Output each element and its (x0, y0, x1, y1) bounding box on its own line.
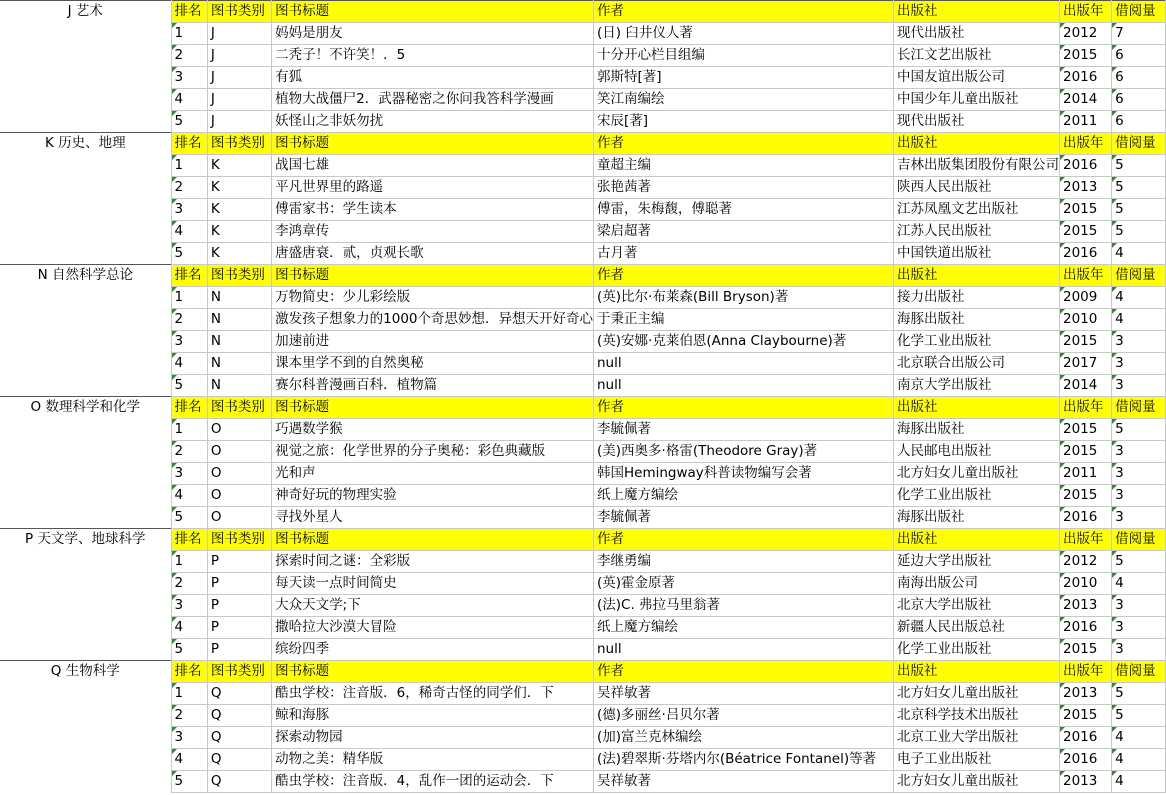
cell-title[interactable]: 李鸿章传 (272, 221, 594, 243)
cell-author[interactable]: 张艳茜著 (594, 177, 894, 199)
cell-loans[interactable]: 5 (1112, 419, 1166, 441)
cell-publisher[interactable]: 北京联合出版公司 (893, 353, 1059, 375)
cell-rank[interactable]: 1 (171, 419, 207, 441)
cell-title[interactable]: 平凡世界里的路遥 (272, 177, 594, 199)
cell-year[interactable]: 2016 (1059, 727, 1111, 749)
cell-author[interactable]: 吴祥敏著 (594, 771, 894, 793)
table-row (0, 89, 1166, 111)
cell-title[interactable]: 有狐 (272, 67, 594, 89)
table-row (0, 485, 1166, 507)
cell-year[interactable]: 2015 (1059, 639, 1111, 661)
column-header-title[interactable]: 图书标题 (272, 133, 594, 155)
cell-loans[interactable]: 5 (1112, 705, 1166, 727)
cell-publisher[interactable]: 北京工业大学出版社 (893, 727, 1059, 749)
cell-loans[interactable]: 3 (1112, 463, 1166, 485)
table-row (0, 727, 1166, 749)
cell-year[interactable]: 2015 (1059, 331, 1111, 353)
cell-title[interactable]: 激发孩子想象力的1000个奇思妙想．异想天开好奇心 (272, 309, 594, 331)
table-row (0, 287, 1166, 309)
cell-loans[interactable]: 4 (1112, 243, 1166, 265)
cell-publisher[interactable]: 海豚出版社 (893, 507, 1059, 529)
column-header-loans[interactable]: 借阅量 (1112, 397, 1166, 419)
cell-publisher[interactable]: 电子工业出版社 (893, 749, 1059, 771)
category-label[interactable]: P 天文学、地球科学 (0, 529, 171, 661)
cell-rank[interactable]: 3 (171, 67, 207, 89)
cell-loans[interactable]: 3 (1112, 595, 1166, 617)
table-row (0, 595, 1166, 617)
cell-publisher[interactable]: 北京科学技术出版社 (893, 705, 1059, 727)
table-row (0, 463, 1166, 485)
table-row (0, 177, 1166, 199)
cell-author[interactable]: null (594, 353, 894, 375)
cell-author[interactable]: null (594, 375, 894, 397)
column-header-rank[interactable]: 排名 (171, 661, 207, 683)
cell-loans[interactable]: 5 (1112, 551, 1166, 573)
cell-rank[interactable]: 4 (171, 485, 207, 507)
cell-loans[interactable]: 5 (1112, 155, 1166, 177)
cell-category-code[interactable]: K (207, 243, 271, 265)
column-header-year[interactable]: 出版年 (1059, 397, 1111, 419)
cell-rank[interactable]: 3 (171, 595, 207, 617)
table-row (0, 617, 1166, 639)
category-label[interactable]: N 自然科学总论 (0, 265, 171, 397)
cell-author[interactable]: 童超主编 (594, 155, 894, 177)
cell-title[interactable]: 神奇好玩的物理实验 (272, 485, 594, 507)
table-row (0, 749, 1166, 771)
cell-publisher[interactable]: 现代出版社 (893, 23, 1059, 45)
cell-rank[interactable]: 3 (171, 331, 207, 353)
cell-category-code[interactable]: K (207, 221, 271, 243)
cell-category-code[interactable]: J (207, 67, 271, 89)
table-row (0, 441, 1166, 463)
cell-author[interactable]: (美)西奥多·格雷(Theodore Gray)著 (594, 441, 894, 463)
cell-title[interactable]: 课本里学不到的自然奥秘 (272, 353, 594, 375)
group-header-row (0, 1, 1166, 23)
cell-publisher[interactable]: 中国友谊出版公司 (893, 67, 1059, 89)
table-row (0, 221, 1166, 243)
column-header-loans[interactable]: 借阅量 (1112, 1, 1166, 23)
table-row (0, 705, 1166, 727)
column-header-rank[interactable]: 排名 (171, 133, 207, 155)
column-header-publisher[interactable]: 出版社 (893, 529, 1059, 551)
group-header-row (0, 265, 1166, 287)
cell-rank[interactable]: 2 (171, 573, 207, 595)
cell-rank[interactable]: 5 (171, 375, 207, 397)
cell-category-code[interactable]: O (207, 441, 271, 463)
cell-publisher[interactable]: 接力出版社 (893, 287, 1059, 309)
table-row (0, 45, 1166, 67)
column-header-rank[interactable]: 排名 (171, 1, 207, 23)
cell-loans[interactable]: 6 (1112, 67, 1166, 89)
cell-title[interactable]: 酷虫学校：注音版．4，乱作一团的运动会．下 (272, 771, 594, 793)
cell-rank[interactable]: 5 (171, 639, 207, 661)
cell-loans[interactable]: 5 (1112, 199, 1166, 221)
cell-category-code[interactable]: Q (207, 683, 271, 705)
cell-year[interactable]: 2016 (1059, 243, 1111, 265)
column-header-title[interactable]: 图书标题 (272, 1, 594, 23)
table-row (0, 507, 1166, 529)
cell-category-code[interactable]: N (207, 309, 271, 331)
cell-author[interactable]: 郭斯特[著] (594, 67, 894, 89)
cell-title[interactable]: 巧遇数学猴 (272, 419, 594, 441)
cell-year[interactable]: 2015 (1059, 705, 1111, 727)
cell-category-code[interactable]: P (207, 595, 271, 617)
column-header-year[interactable]: 出版年 (1059, 661, 1111, 683)
column-header-publisher[interactable]: 出版社 (893, 397, 1059, 419)
cell-author[interactable]: (德)多丽丝·吕贝尔著 (594, 705, 894, 727)
cell-title[interactable]: 加速前进 (272, 331, 594, 353)
cell-loans[interactable]: 4 (1112, 727, 1166, 749)
table-row (0, 573, 1166, 595)
cell-year[interactable]: 2015 (1059, 485, 1111, 507)
cell-publisher[interactable]: 陕西人民出版社 (893, 177, 1059, 199)
cell-author[interactable]: 纸上魔方编绘 (594, 485, 894, 507)
cell-category-code[interactable]: Q (207, 771, 271, 793)
cell-publisher[interactable]: 海豚出版社 (893, 419, 1059, 441)
group-header-row (0, 661, 1166, 683)
cell-year[interactable]: 2012 (1059, 23, 1111, 45)
column-header-publisher[interactable]: 出版社 (893, 1, 1059, 23)
cell-year[interactable]: 2011 (1059, 111, 1111, 133)
cell-year[interactable]: 2011 (1059, 463, 1111, 485)
cell-author[interactable]: 宋辰[著] (594, 111, 894, 133)
cell-year[interactable]: 2013 (1059, 177, 1111, 199)
cell-year[interactable]: 2016 (1059, 67, 1111, 89)
cell-category-code[interactable]: N (207, 375, 271, 397)
cell-loans[interactable]: 7 (1112, 23, 1166, 45)
column-header-author[interactable]: 作者 (594, 529, 894, 551)
cell-title[interactable]: 妈妈是朋友 (272, 23, 594, 45)
table-row (0, 243, 1166, 265)
cell-publisher[interactable]: 延边大学出版社 (893, 551, 1059, 573)
cell-loans[interactable]: 6 (1112, 45, 1166, 67)
cell-rank[interactable]: 2 (171, 705, 207, 727)
cell-loans[interactable]: 4 (1112, 573, 1166, 595)
column-header-category-code[interactable]: 图书类别 (207, 529, 271, 551)
category-label[interactable]: J 艺术 (0, 1, 171, 133)
cell-year[interactable]: 2016 (1059, 155, 1111, 177)
cell-year[interactable]: 2015 (1059, 419, 1111, 441)
cell-title[interactable]: 万物简史：少儿彩绘版 (272, 287, 594, 309)
cell-category-code[interactable]: N (207, 353, 271, 375)
cell-publisher[interactable]: 北方妇女儿童出版社 (893, 463, 1059, 485)
cell-rank[interactable]: 1 (171, 551, 207, 573)
cell-publisher[interactable]: 北方妇女儿童出版社 (893, 683, 1059, 705)
cell-category-code[interactable]: P (207, 617, 271, 639)
cell-author[interactable]: null (594, 639, 894, 661)
column-header-title[interactable]: 图书标题 (272, 265, 594, 287)
cell-year[interactable]: 2016 (1059, 507, 1111, 529)
cell-title[interactable]: 傅雷家书：学生读本 (272, 199, 594, 221)
table-row (0, 639, 1166, 661)
cell-loans[interactable]: 5 (1112, 177, 1166, 199)
cell-publisher[interactable]: 长江文艺出版社 (893, 45, 1059, 67)
cell-loans[interactable]: 3 (1112, 639, 1166, 661)
column-header-author[interactable]: 作者 (594, 1, 894, 23)
cell-author[interactable]: (法)碧翠斯·芬塔内尔(Béatrice Fontanel)等著 (594, 749, 894, 771)
cell-title[interactable]: 二秃子！不许笑！．5 (272, 45, 594, 67)
cell-rank[interactable]: 4 (171, 89, 207, 111)
cell-loans[interactable]: 6 (1112, 89, 1166, 111)
cell-title[interactable]: 光和声 (272, 463, 594, 485)
column-header-category-code[interactable]: 图书类别 (207, 397, 271, 419)
cell-author[interactable]: 梁启超著 (594, 221, 894, 243)
cell-year[interactable]: 2010 (1059, 573, 1111, 595)
cell-loans[interactable]: 4 (1112, 749, 1166, 771)
cell-publisher[interactable]: 现代出版社 (893, 111, 1059, 133)
column-header-year[interactable]: 出版年 (1059, 133, 1111, 155)
cell-author[interactable]: 李毓佩著 (594, 419, 894, 441)
cell-loans[interactable]: 5 (1112, 221, 1166, 243)
cell-publisher[interactable]: 江苏人民出版社 (893, 221, 1059, 243)
cell-title[interactable]: 寻找外星人 (272, 507, 594, 529)
cell-category-code[interactable]: K (207, 199, 271, 221)
column-header-publisher[interactable]: 出版社 (893, 133, 1059, 155)
cell-loans[interactable]: 6 (1112, 111, 1166, 133)
cell-publisher[interactable]: 中国少年儿童出版社 (893, 89, 1059, 111)
column-header-loans[interactable]: 借阅量 (1112, 265, 1166, 287)
table-row (0, 111, 1166, 133)
column-header-year[interactable]: 出版年 (1059, 529, 1111, 551)
cell-author[interactable]: (法)C. 弗拉马里翁著 (594, 595, 894, 617)
cell-year[interactable]: 2010 (1059, 309, 1111, 331)
cell-category-code[interactable]: J (207, 111, 271, 133)
cell-title[interactable]: 每天读一点时间简史 (272, 573, 594, 595)
category-label[interactable]: Q 生物科学 (0, 661, 171, 793)
table-row (0, 155, 1166, 177)
column-header-publisher[interactable]: 出版社 (893, 661, 1059, 683)
table-row (0, 419, 1166, 441)
cell-loans[interactable]: 3 (1112, 441, 1166, 463)
group-header-row (0, 133, 1166, 155)
cell-publisher[interactable]: 北京大学出版社 (893, 595, 1059, 617)
cell-category-code[interactable]: Q (207, 749, 271, 771)
cell-year[interactable]: 2014 (1059, 89, 1111, 111)
cell-author[interactable]: 李毓佩著 (594, 507, 894, 529)
cell-category-code[interactable]: O (207, 507, 271, 529)
cell-title[interactable]: 妖怪山之非妖勿扰 (272, 111, 594, 133)
cell-loans[interactable]: 3 (1112, 353, 1166, 375)
cell-title[interactable]: 探索动物园 (272, 727, 594, 749)
cell-rank[interactable]: 5 (171, 111, 207, 133)
cell-year[interactable]: 2015 (1059, 45, 1111, 67)
cell-publisher[interactable]: 人民邮电出版社 (893, 441, 1059, 463)
cell-category-code[interactable]: J (207, 23, 271, 45)
cell-author[interactable]: 笑江南编绘 (594, 89, 894, 111)
cell-loans[interactable]: 3 (1112, 375, 1166, 397)
cell-title[interactable]: 探索时间之谜：全彩版 (272, 551, 594, 573)
column-header-title[interactable]: 图书标题 (272, 661, 594, 683)
cell-title[interactable]: 唐盛唐衰．贰，贞观长歌 (272, 243, 594, 265)
cell-loans[interactable]: 3 (1112, 331, 1166, 353)
column-header-category-code[interactable]: 图书类别 (207, 133, 271, 155)
cell-rank[interactable]: 4 (171, 749, 207, 771)
cell-year[interactable]: 2009 (1059, 287, 1111, 309)
cell-loans[interactable]: 3 (1112, 507, 1166, 529)
cell-rank[interactable]: 1 (171, 155, 207, 177)
cell-rank[interactable]: 4 (171, 617, 207, 639)
cell-rank[interactable]: 5 (171, 771, 207, 793)
cell-title[interactable]: 撒哈拉大沙漠大冒险 (272, 617, 594, 639)
cell-author[interactable]: 吴祥敏著 (594, 683, 894, 705)
cell-rank[interactable]: 3 (171, 463, 207, 485)
cell-category-code[interactable]: Q (207, 727, 271, 749)
cell-loans[interactable]: 5 (1112, 683, 1166, 705)
column-header-author[interactable]: 作者 (594, 265, 894, 287)
column-header-rank[interactable]: 排名 (171, 397, 207, 419)
cell-year[interactable]: 2015 (1059, 199, 1111, 221)
cell-rank[interactable]: 2 (171, 45, 207, 67)
column-header-category-code[interactable]: 图书类别 (207, 265, 271, 287)
cell-author[interactable]: 古月著 (594, 243, 894, 265)
cell-author[interactable]: 十分开心栏目组编 (594, 45, 894, 67)
cell-loans[interactable]: 3 (1112, 485, 1166, 507)
cell-title[interactable]: 战国七雄 (272, 155, 594, 177)
cell-author[interactable]: (英)安娜·克莱伯恩(Anna Claybourne)著 (594, 331, 894, 353)
cell-year[interactable]: 2014 (1059, 375, 1111, 397)
cell-category-code[interactable]: P (207, 639, 271, 661)
cell-loans[interactable]: 3 (1112, 617, 1166, 639)
cell-loans[interactable]: 4 (1112, 771, 1166, 793)
cell-rank[interactable]: 4 (171, 221, 207, 243)
cell-loans[interactable]: 4 (1112, 309, 1166, 331)
cell-publisher[interactable]: 化学工业出版社 (893, 331, 1059, 353)
cell-title[interactable]: 赛尔科普漫画百科．植物篇 (272, 375, 594, 397)
cell-author[interactable]: (加)富兰克林编绘 (594, 727, 894, 749)
table-row (0, 375, 1166, 397)
column-header-author[interactable]: 作者 (594, 661, 894, 683)
column-header-loans[interactable]: 借阅量 (1112, 133, 1166, 155)
cell-publisher[interactable]: 海豚出版社 (893, 309, 1059, 331)
table-row (0, 309, 1166, 331)
cell-publisher[interactable]: 中国铁道出版社 (893, 243, 1059, 265)
table-row (0, 199, 1166, 221)
cell-publisher[interactable]: 江苏凤凰文艺出版社 (893, 199, 1059, 221)
cell-author[interactable]: 李继勇编 (594, 551, 894, 573)
cell-rank[interactable]: 4 (171, 353, 207, 375)
column-header-publisher[interactable]: 出版社 (893, 265, 1059, 287)
cell-rank[interactable]: 1 (171, 683, 207, 705)
cell-publisher[interactable]: 化学工业出版社 (893, 485, 1059, 507)
cell-year[interactable]: 2016 (1059, 617, 1111, 639)
column-header-category-code[interactable]: 图书类别 (207, 1, 271, 23)
cell-category-code[interactable]: O (207, 419, 271, 441)
cell-author[interactable]: (日) 臼井仪人著 (594, 23, 894, 45)
cell-loans[interactable]: 4 (1112, 287, 1166, 309)
cell-category-code[interactable]: O (207, 463, 271, 485)
cell-title[interactable]: 视觉之旅：化学世界的分子奥秘：彩色典藏版 (272, 441, 594, 463)
column-header-author[interactable]: 作者 (594, 397, 894, 419)
cell-category-code[interactable]: K (207, 155, 271, 177)
cell-title[interactable]: 大众天文学;下 (272, 595, 594, 617)
table-row (0, 551, 1166, 573)
column-header-loans[interactable]: 借阅量 (1112, 661, 1166, 683)
cell-category-code[interactable]: J (207, 45, 271, 67)
cell-rank[interactable]: 2 (171, 441, 207, 463)
cell-year[interactable]: 2013 (1059, 595, 1111, 617)
column-header-year[interactable]: 出版年 (1059, 1, 1111, 23)
column-header-title[interactable]: 图书标题 (272, 529, 594, 551)
table-row (0, 67, 1166, 89)
cell-year[interactable]: 2013 (1059, 683, 1111, 705)
cell-title[interactable]: 缤纷四季 (272, 639, 594, 661)
cell-author[interactable]: 于秉正主编 (594, 309, 894, 331)
cell-category-code[interactable]: N (207, 331, 271, 353)
cell-year[interactable]: 2012 (1059, 551, 1111, 573)
cell-author[interactable]: (英)霍金原著 (594, 573, 894, 595)
table-row (0, 683, 1166, 705)
cell-year[interactable]: 2015 (1059, 221, 1111, 243)
cell-publisher[interactable]: 南海出版公司 (893, 573, 1059, 595)
cell-author[interactable]: (英)比尔·布莱森(Bill Bryson)著 (594, 287, 894, 309)
cell-year[interactable]: 2016 (1059, 749, 1111, 771)
cell-category-code[interactable]: Q (207, 705, 271, 727)
category-label[interactable]: O 数理科学和化学 (0, 397, 171, 529)
cell-category-code[interactable]: N (207, 287, 271, 309)
cell-category-code[interactable]: K (207, 177, 271, 199)
cell-title[interactable]: 酷虫学校：注音版．6，稀奇古怪的同学们．下 (272, 683, 594, 705)
cell-publisher[interactable]: 南京大学出版社 (893, 375, 1059, 397)
table-row (0, 353, 1166, 375)
table-row (0, 23, 1166, 45)
column-header-rank[interactable]: 排名 (171, 529, 207, 551)
cell-author[interactable]: 纸上魔方编绘 (594, 617, 894, 639)
cell-title[interactable]: 鲸和海豚 (272, 705, 594, 727)
group-header-row (0, 529, 1166, 551)
cell-rank[interactable]: 5 (171, 507, 207, 529)
column-header-loans[interactable]: 借阅量 (1112, 529, 1166, 551)
cell-author[interactable]: 傅雷，朱梅馥，傅聪著 (594, 199, 894, 221)
cell-category-code[interactable]: P (207, 551, 271, 573)
cell-author[interactable]: 韩国Hemingway科普读物编写会著 (594, 463, 894, 485)
cell-rank[interactable]: 1 (171, 287, 207, 309)
cell-title[interactable]: 动物之美：精华版 (272, 749, 594, 771)
cell-rank[interactable]: 1 (171, 23, 207, 45)
table-row (0, 771, 1166, 793)
cell-publisher[interactable]: 新疆人民出版总社 (893, 617, 1059, 639)
cell-rank[interactable]: 2 (171, 309, 207, 331)
cell-category-code[interactable]: O (207, 485, 271, 507)
cell-publisher[interactable]: 化学工业出版社 (893, 639, 1059, 661)
cell-title[interactable]: 植物大战僵尸2．武器秘密之你问我答科学漫画 (272, 89, 594, 111)
cell-category-code[interactable]: P (207, 573, 271, 595)
cell-rank[interactable]: 2 (171, 177, 207, 199)
cell-rank[interactable]: 3 (171, 727, 207, 749)
column-header-year[interactable]: 出版年 (1059, 265, 1111, 287)
cell-publisher[interactable]: 吉林出版集团股份有限公司 (893, 155, 1059, 177)
column-header-rank[interactable]: 排名 (171, 265, 207, 287)
category-label[interactable]: K 历史、地理 (0, 133, 171, 265)
cell-year[interactable]: 2013 (1059, 771, 1111, 793)
cell-year[interactable]: 2015 (1059, 441, 1111, 463)
cell-year[interactable]: 2017 (1059, 353, 1111, 375)
column-header-title[interactable]: 图书标题 (272, 397, 594, 419)
group-header-row (0, 397, 1166, 419)
cell-category-code[interactable]: J (207, 89, 271, 111)
table-row (0, 331, 1166, 353)
column-header-category-code[interactable]: 图书类别 (207, 661, 271, 683)
cell-rank[interactable]: 3 (171, 199, 207, 221)
cell-rank[interactable]: 5 (171, 243, 207, 265)
column-header-author[interactable]: 作者 (594, 133, 894, 155)
cell-publisher[interactable]: 北方妇女儿童出版社 (893, 771, 1059, 793)
